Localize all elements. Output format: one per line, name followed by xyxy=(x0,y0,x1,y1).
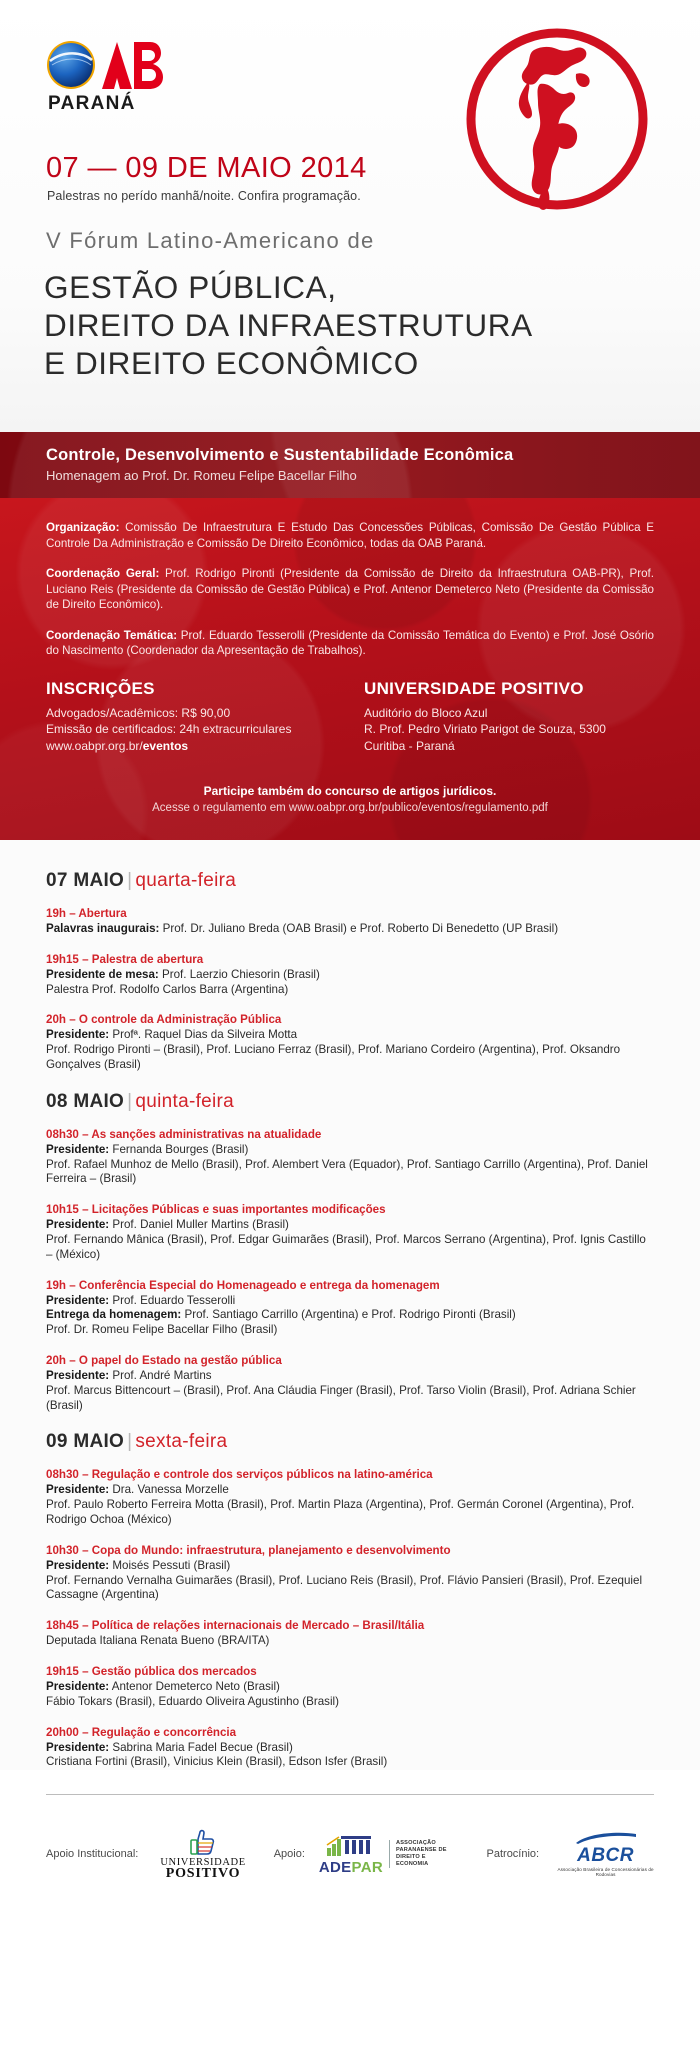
organization-block xyxy=(46,520,654,551)
session-line-text: Fábio Tokars (Brasil), Eduardo Oliveira Agustinho (Brasil) xyxy=(46,1694,339,1708)
session-line-text: Moisés Pessuti (Brasil) xyxy=(109,1558,231,1572)
session-line-text: Prof. Fernando Vernalha Guimarães (Brasil), Prof. Luciano Reis (Brasil), Prof. Flávio Pansieri (Brasil), Prof. Ezequiel Cassagne (Argentina) xyxy=(46,1573,643,1602)
oab-logo-subtitle: PARANÁ xyxy=(48,93,136,114)
session-item xyxy=(46,952,654,998)
abcr-logo xyxy=(557,1831,654,1877)
registration-certificates: Emissão de certificados: 24h extracurriculares xyxy=(46,722,292,736)
session-line-text: Profª. Raquel Dias da Silveira Motta xyxy=(109,1028,298,1042)
oab-logo xyxy=(46,40,166,115)
registration-heading: INSCRIÇÕES xyxy=(46,678,155,698)
session-line xyxy=(46,1158,654,1188)
session-line xyxy=(46,1143,654,1158)
session-line xyxy=(46,1680,654,1695)
event-title xyxy=(44,268,533,382)
venue-address: R. Prof. Pedro Viriato Parigot de Souza, 5300 xyxy=(364,722,606,736)
abcr-wordmark: ABCR xyxy=(577,1845,634,1867)
session-line-label: Presidente: xyxy=(46,1740,110,1754)
session-line-label: Presidente: xyxy=(46,1218,110,1232)
session-line-text: Sabrina Maria Fadel Becue (Brasil) xyxy=(109,1740,293,1754)
session-title: 19h15 – Gestão pública dos mercados xyxy=(46,1664,257,1678)
session-line xyxy=(46,1498,654,1528)
session-line-label: Presidente de mesa: xyxy=(46,967,159,981)
session-line-text: Prof. Rodrigo Pironti – (Brasil), Prof. Luciano Ferraz (Brasil), Prof. Mariano Cordeiro (Argentina), Prof. Oksandro Gonçalves (Brasil) xyxy=(46,1043,621,1071)
organization-text: Comissão De Infraestrutura E Estudo Das Concessões Públicas, Comissão De Gestão Pública E Controle Da Administração e Comissão De Direito Econômico, todas da OAB Paraná. xyxy=(46,521,654,550)
session-line-text: Prof. Daniel Muller Martins (Brasil) xyxy=(109,1218,289,1232)
session-line xyxy=(46,1634,654,1649)
general-coordination-block xyxy=(46,566,654,613)
institutional-support-label: Apoio Institucional: xyxy=(46,1848,139,1861)
up-line-2: POSITIVO xyxy=(165,1866,241,1882)
day-date-2: 08 MAIO xyxy=(46,1090,125,1112)
registration-url[interactable] xyxy=(46,738,336,755)
session-line-text: Prof. Santiago Carrillo (Argentina) e Prof. Rodrigo Pironti (Brasil) xyxy=(181,1308,516,1322)
general-coordination-label: Coordenação Geral: xyxy=(46,567,160,580)
session-line-text: Fernanda Bourges (Brasil) xyxy=(109,1142,249,1156)
thematic-coordination-label: Coordenação Temática: xyxy=(46,628,178,642)
session-line-label: Palavras inaugurais: xyxy=(46,922,160,935)
adepar-word-ade: ADE xyxy=(318,1858,352,1876)
session-item xyxy=(46,1012,654,1072)
session-title: 20h00 – Regulação e concorrência xyxy=(46,1725,237,1739)
thumbs-up-icon xyxy=(188,1829,218,1855)
registration-block xyxy=(46,679,336,755)
info-panel xyxy=(0,498,700,840)
session-line xyxy=(46,1233,654,1263)
session-line-label: Presidente: xyxy=(46,1028,110,1042)
contest-block xyxy=(46,784,654,814)
session-line-text: Prof. Eduardo Tesserolli xyxy=(109,1293,236,1307)
session-title: 19h15 – Palestra de abertura xyxy=(46,952,204,966)
day-separator-2: | xyxy=(127,1090,133,1112)
session-line xyxy=(46,1369,654,1384)
session-line-text: Dra. Vanessa Morzelle xyxy=(109,1483,229,1497)
day-header-3 xyxy=(46,1431,654,1453)
general-coordination-text: Prof. Rodrigo Pironti (Presidente da Comissão de Direito da Infraestrutura OAB-PR), Prof. Luciano Reis (Presidente da Comissão de Gestão Pública) e Prof. Antenor Demeterco Neto (Presidente da Comissão de Direito Econômico). xyxy=(46,567,654,611)
registration-url-path: eventos xyxy=(142,738,189,753)
day-weekday-2: quinta-feira xyxy=(135,1090,235,1112)
session-item xyxy=(46,1202,654,1262)
session-line-text: Cristiana Fortini (Brasil), Vinicius Klein (Brasil), Edson Isfer (Brasil) xyxy=(46,1755,388,1769)
thematic-coordination-block xyxy=(46,628,654,659)
session-item xyxy=(46,1278,654,1338)
event-title-line-1: GESTÃO PÚBLICA, xyxy=(44,269,337,305)
session-line xyxy=(46,1574,654,1604)
session-line-label: Presidente: xyxy=(46,1483,110,1497)
adepar-word-par: PAR xyxy=(351,1858,383,1876)
session-title: 10h30 – Copa do Mundo: infraestrutura, planejamento e desenvolvimento xyxy=(46,1543,451,1557)
theme-subheading: Homenagem ao Prof. Dr. Romeu Felipe Bacellar Filho xyxy=(46,468,357,483)
theme-bar xyxy=(0,432,700,498)
session-title: 19h – Abertura xyxy=(46,907,127,920)
adepar-tagline-line-1: ASSOCIAÇÃO PARANAENSE DE xyxy=(395,1840,447,1854)
session-line-label: Presidente: xyxy=(46,1679,110,1693)
session-item xyxy=(46,1618,654,1649)
support-label: Apoio: xyxy=(273,1848,305,1861)
session-line-label: Presidente: xyxy=(46,1293,110,1307)
session-line xyxy=(46,1294,654,1309)
adepar-tagline-line-2: DIREITO E ECONOMIA xyxy=(395,1854,429,1868)
event-pretitle: V Fórum Latino-Americano de xyxy=(46,228,375,253)
session-line xyxy=(46,983,654,998)
session-line-label: Presidente: xyxy=(46,1368,110,1382)
up-line-1: UNIVERSIDADE xyxy=(160,1857,246,1869)
session-line xyxy=(46,968,654,983)
session-title: 20h – O papel do Estado na gestão pública xyxy=(46,1353,282,1367)
registration-url-prefix: www.oabpr.org.br/ xyxy=(46,738,143,753)
event-date-range: 07 — 09 DE MAIO 2014 xyxy=(46,152,367,184)
universidade-positivo-wordmark xyxy=(160,1857,246,1882)
session-line xyxy=(46,1559,654,1574)
adepar-tagline xyxy=(389,1840,459,1868)
thematic-coordination-text: Prof. Eduardo Tesserolli (Presidente da Comissão Temática do Evento) e Prof. José Osório do Nascimento (Coordenador da Apresentação de Trabalhos). xyxy=(46,628,654,657)
venue-room: Auditório do Bloco Azul xyxy=(364,705,488,720)
day-separator-1: | xyxy=(127,870,133,891)
session-item xyxy=(46,1467,654,1527)
session-line-text: Deputada Italiana Renata Bueno (BRA/ITA) xyxy=(46,1634,270,1648)
session-line xyxy=(46,922,654,937)
session-line-text: Prof. André Martins xyxy=(109,1368,212,1382)
session-line-text: Antenor Demeterco Neto (Brasil) xyxy=(109,1679,280,1693)
abcr-tagline: Associação Brasileira de Concessionárias de Rodovias xyxy=(557,1867,654,1878)
session-line xyxy=(46,1384,654,1414)
day-weekday-1: quarta-feira xyxy=(135,870,237,891)
session-item xyxy=(46,1353,654,1413)
oab-logo-mark xyxy=(46,40,164,92)
schedule-section xyxy=(0,840,700,1770)
adepar-logo xyxy=(319,1833,459,1876)
session-item xyxy=(46,1664,654,1710)
session-line-text: Prof. Marcus Bittencourt – (Brasil), Prof. Ana Cláudia Finger (Brasil), Prof. Tarso Violin (Brasil), Prof. Adriana Schier (Brasil) xyxy=(46,1383,636,1412)
day-date-1: 07 MAIO xyxy=(46,870,125,891)
session-line-text: Prof. Dr. Juliano Breda (OAB Brasil) e Prof. Roberto Di Benedetto (UP Brasil) xyxy=(159,922,559,935)
day-weekday-3: sexta-feira xyxy=(135,1431,228,1453)
venue-block xyxy=(364,679,654,755)
day-date-3: 09 MAIO xyxy=(46,1431,125,1453)
event-date-note: Palestras no perído manhã/noite. Confira programação. xyxy=(47,189,361,203)
session-line-text: Prof. Fernando Mânica (Brasil), Prof. Edgar Guimarães (Brasil), Prof. Marcos Serrano (Argentina), Prof. Ignis Castillo – (México) xyxy=(46,1232,646,1261)
venue-heading: UNIVERSIDADE POSITIVO xyxy=(364,678,584,698)
session-title: 18h45 – Política de relações internacionais de Mercado – Brasil/Itália xyxy=(46,1619,425,1633)
latin-america-map-icon xyxy=(462,24,652,214)
session-line-text: Prof. Paulo Roberto Ferreira Motta (Brasil), Prof. Martin Plaza (Argentina), Prof. Germán Coronel (Argentina), Prof. Rodrigo Ochoa (México) xyxy=(46,1498,635,1526)
contest-headline: Participe também do concurso de artigos jurídicos. xyxy=(203,784,497,798)
contest-rules-link[interactable]: Acesse o regulamento em www.oabpr.org.br/publico/eventos/regulamento.pdf xyxy=(152,802,548,814)
session-title: 19h – Conferência Especial do Homenageado e entrega da homenagem xyxy=(46,1278,440,1292)
session-line-text: Prof. Rafael Munhoz de Mello (Brasil), Prof. Alembert Vera (Equador), Prof. Santiago Carrillo (Argentina), Prof. Daniel Ferreira – (Brasil) xyxy=(46,1157,648,1186)
session-title: 20h – O controle da Administração Pública xyxy=(46,1013,282,1027)
session-title: 08h30 – As sanções administrativas na atualidade xyxy=(46,1127,322,1141)
session-line xyxy=(46,1043,654,1073)
theme-heading: Controle, Desenvolvimento e Sustentabilidade Econômica xyxy=(46,446,514,464)
info-columns xyxy=(46,679,654,755)
session-item xyxy=(46,1543,654,1603)
day-header-2 xyxy=(46,1091,654,1113)
session-line-label: Presidente: xyxy=(46,1142,110,1156)
session-line xyxy=(46,1483,654,1498)
session-line xyxy=(46,1028,654,1043)
session-item xyxy=(46,1725,654,1771)
session-line xyxy=(46,1218,654,1233)
sponsor-label: Patrocínio: xyxy=(486,1848,540,1861)
event-title-line-2: DIREITO DA INFRAESTRUTURA xyxy=(44,307,533,343)
session-item xyxy=(46,906,654,937)
session-line-text: Prof. Dr. Romeu Felipe Bacellar Filho (Brasil) xyxy=(46,1323,278,1337)
abcr-swoosh-icon xyxy=(574,1831,638,1845)
session-line-text: Palestra Prof. Rodolfo Carlos Barra (Argentina) xyxy=(46,982,289,996)
session-line xyxy=(46,1741,654,1756)
day-separator-3: | xyxy=(127,1431,133,1453)
session-line xyxy=(46,1308,654,1323)
day-header-1 xyxy=(46,870,654,892)
session-item xyxy=(46,1127,654,1187)
footer-sponsors xyxy=(46,1794,654,1903)
event-title-line-3: E DIREITO ECONÔMICO xyxy=(44,345,419,381)
session-line xyxy=(46,1755,654,1770)
session-title: 10h15 – Licitações Públicas e suas importantes modificações xyxy=(46,1203,386,1217)
hero-section xyxy=(0,0,700,432)
session-line-label: Entrega da homenagem: xyxy=(46,1308,182,1322)
session-line-label: Presidente: xyxy=(46,1558,110,1572)
organization-label: Organização: xyxy=(46,521,120,534)
registration-price: Advogados/Acadêmicos: R$ 90,00 xyxy=(46,705,231,720)
session-line-text: Prof. Laerzio Chiesorin (Brasil) xyxy=(158,967,320,981)
session-line xyxy=(46,1695,654,1710)
venue-city: Curitiba - Paraná xyxy=(364,738,455,753)
session-line xyxy=(46,1323,654,1338)
session-title: 08h30 – Regulação e controle dos serviços públicos na latino-américa xyxy=(46,1468,433,1482)
columns-chart-icon xyxy=(325,1833,377,1859)
universidade-positivo-logo xyxy=(160,1829,246,1882)
